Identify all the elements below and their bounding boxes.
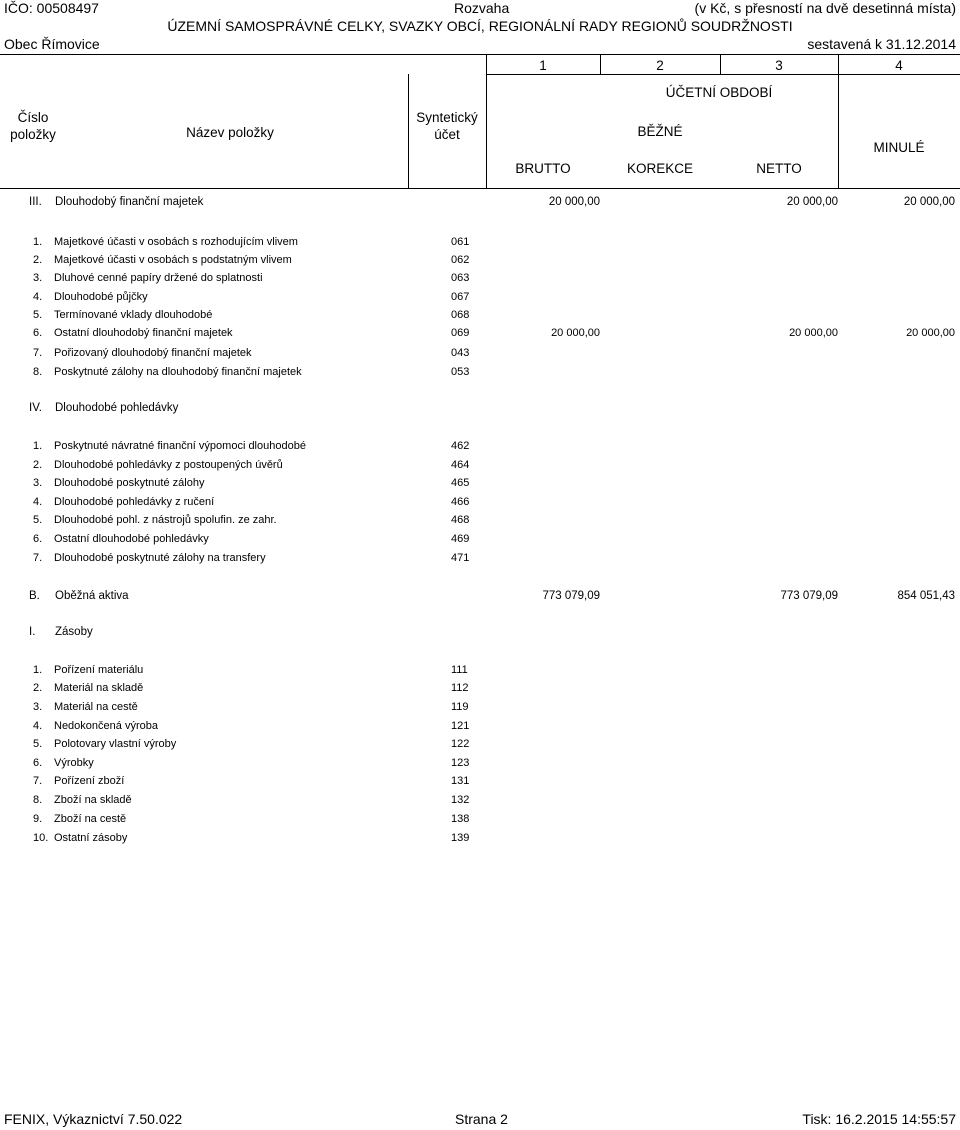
row-minule: 20 000,00 <box>906 327 955 339</box>
row-name: Dlouhodobé poskytnuté zálohy na transfery <box>54 552 266 564</box>
row-account: 132 <box>451 794 470 806</box>
row-number: I. <box>29 626 36 638</box>
row-number: 9. <box>33 813 43 825</box>
row-account: 121 <box>451 720 470 732</box>
row-number: 2. <box>33 459 43 471</box>
row-number: 6. <box>33 327 43 339</box>
row-account: 061 <box>451 236 470 248</box>
footer-page: Strana 2 <box>455 1111 508 1127</box>
precision-note: (v Kč, s přesností na dvě desetinná místa) <box>694 0 956 16</box>
footer-printed: Tisk: 16.2.2015 14:55:57 <box>802 1111 956 1127</box>
header-korekce: KOREKCE <box>626 161 694 176</box>
row-name: Pořízení zboží <box>54 775 125 787</box>
section-row <box>0 626 960 644</box>
table-row <box>0 775 960 793</box>
row-number: 8. <box>33 794 43 806</box>
table-row <box>0 254 960 272</box>
col-number-1: 1 <box>539 58 547 73</box>
row-account: 069 <box>451 327 470 339</box>
row-name: Materiál na cestě <box>54 701 138 713</box>
row-number: 7. <box>33 552 43 564</box>
row-number: 5. <box>33 309 43 321</box>
table-row <box>0 347 960 365</box>
header-period: ÚČETNÍ OBDOBÍ <box>665 85 773 100</box>
table-row <box>0 236 960 254</box>
row-number: 7. <box>33 347 43 359</box>
row-account: 131 <box>451 775 470 787</box>
row-number: 10. <box>33 832 49 844</box>
row-name: Termínované vklady dlouhodobé <box>54 309 213 321</box>
row-name: Polotovary vlastní výroby <box>54 738 177 750</box>
header-item-number-2: položky <box>10 127 56 142</box>
row-brutto: 20 000,00 <box>551 327 600 339</box>
section-row <box>0 196 960 214</box>
row-number: III. <box>29 196 42 208</box>
row-account: 469 <box>451 533 470 545</box>
table-row <box>0 440 960 458</box>
row-account: 063 <box>451 272 470 284</box>
row-name: Poskytnuté návratné finanční výpomoci dlouhodobé <box>54 440 306 452</box>
row-account: 111 <box>451 664 468 676</box>
row-name: Ostatní zásoby <box>54 832 128 844</box>
divider <box>0 188 960 189</box>
header-item-name: Název položky <box>186 125 274 140</box>
row-name: Pořizovaný dlouhodobý finanční majetek <box>54 347 252 359</box>
col-number-4: 4 <box>895 58 903 73</box>
table-row <box>0 366 960 384</box>
row-name: Oběžná aktiva <box>55 590 129 602</box>
row-number: 1. <box>33 236 43 248</box>
row-account: 468 <box>451 514 470 526</box>
row-name: Zboží na cestě <box>54 813 127 825</box>
section-row <box>0 402 960 420</box>
row-number: 3. <box>33 701 43 713</box>
table-row <box>0 477 960 495</box>
row-number: 3. <box>33 272 43 284</box>
row-netto: 773 079,09 <box>780 590 838 602</box>
divider <box>486 74 960 75</box>
ico-label: IČO: 00508497 <box>4 0 99 16</box>
row-name: Zásoby <box>55 626 93 638</box>
row-number: 5. <box>33 738 43 750</box>
row-name: Pořízení materiálu <box>54 664 144 676</box>
row-name: Majetkové účasti v osobách s podstatným vlivem <box>54 254 292 266</box>
row-number: 4. <box>33 720 43 732</box>
row-account: 043 <box>451 347 470 359</box>
row-account: 464 <box>451 459 470 471</box>
row-account: 465 <box>451 477 470 489</box>
row-number: 2. <box>33 682 43 694</box>
row-name: Dlouhodobý finanční majetek <box>55 196 204 208</box>
divider <box>838 54 839 188</box>
row-account: 138 <box>451 813 470 825</box>
row-name: Dlouhodobé poskytnuté zálohy <box>54 477 205 489</box>
row-number: 3. <box>33 477 43 489</box>
header-netto: NETTO <box>756 161 802 176</box>
row-name: Poskytnuté zálohy na dlouhodobý finanční majetek <box>54 366 302 378</box>
row-number: IV. <box>29 402 43 414</box>
header-account-2: účet <box>434 127 460 142</box>
header-current: BĚŽNÉ <box>637 124 683 139</box>
row-number: 6. <box>33 533 43 545</box>
row-name: Ostatní dlouhodobé pohledávky <box>54 533 209 545</box>
row-account: 122 <box>451 738 470 750</box>
row-name: Dlouhodobé pohledávky z postoupených úvěrů <box>54 459 283 471</box>
table-row <box>0 496 960 514</box>
compiled-date: sestavená k 31.12.2014 <box>807 36 956 52</box>
row-number: 5. <box>33 514 43 526</box>
row-name: Výrobky <box>54 757 94 769</box>
table-row <box>0 720 960 738</box>
entity-category: ÚZEMNÍ SAMOSPRÁVNÉ CELKY, SVAZKY OBCÍ, REGIONÁLNÍ RADY REGIONŮ SOUDRŽNOSTI <box>167 18 793 34</box>
row-account: 123 <box>451 757 470 769</box>
row-minule: 20 000,00 <box>903 196 955 208</box>
table-row <box>0 757 960 775</box>
row-netto: 20 000,00 <box>789 327 838 339</box>
row-account: 462 <box>451 440 470 452</box>
footer-software: FENIX, Výkaznictví 7.50.022 <box>4 1111 183 1127</box>
section-row <box>0 590 960 608</box>
table-row <box>0 309 960 327</box>
table-row <box>0 664 960 682</box>
table-row <box>0 459 960 477</box>
header-item-number-1: Číslo <box>17 110 49 125</box>
row-name: Dluhové cenné papíry držené do splatnosti <box>54 272 263 284</box>
document-type: Rozvaha <box>454 0 510 16</box>
row-account: 112 <box>451 682 469 694</box>
row-name: Dlouhodobé půjčky <box>54 291 148 303</box>
col-number-3: 3 <box>775 58 783 73</box>
table-row <box>0 533 960 551</box>
row-name: Zboží na skladě <box>54 794 132 806</box>
table-row <box>0 701 960 719</box>
row-name: Dlouhodobé pohl. z nástrojů spolufin. ze zahr. <box>54 514 277 526</box>
row-account: 139 <box>451 832 470 844</box>
col-number-2: 2 <box>656 58 664 73</box>
row-brutto: 20 000,00 <box>548 196 600 208</box>
row-number: 2. <box>33 254 43 266</box>
row-number: 6. <box>33 757 43 769</box>
row-number: 1. <box>33 440 43 452</box>
row-name: Ostatní dlouhodobý finanční majetek <box>54 327 233 339</box>
row-account: 471 <box>451 552 470 564</box>
divider <box>0 54 960 55</box>
row-account: 062 <box>451 254 470 266</box>
row-name: Materiál na skladě <box>54 682 144 694</box>
table-row <box>0 272 960 290</box>
header-brutto: BRUTTO <box>515 161 571 176</box>
row-name: Nedokončená výroba <box>54 720 158 732</box>
row-name: Dlouhodobé pohledávky <box>55 402 179 414</box>
table-row <box>0 682 960 700</box>
row-minule: 854 051,43 <box>897 590 955 602</box>
table-row <box>0 813 960 831</box>
table-row <box>0 291 960 309</box>
entity-name: Obec Římovice <box>4 36 100 52</box>
table-row <box>0 514 960 532</box>
row-account: 466 <box>451 496 470 508</box>
header-previous: MINULÉ <box>873 140 925 155</box>
row-number: 1. <box>33 664 43 676</box>
table-row <box>0 738 960 756</box>
row-account: 119 <box>451 701 469 713</box>
row-name: Majetkové účasti v osobách s rozhodujícím vlivem <box>54 236 298 248</box>
row-brutto: 773 079,09 <box>542 590 600 602</box>
row-netto: 20 000,00 <box>786 196 838 208</box>
row-number: B. <box>29 590 40 602</box>
header-account-1: Syntetický <box>416 110 478 125</box>
row-number: 4. <box>33 496 43 508</box>
table-row <box>0 832 960 850</box>
row-number: 7. <box>33 775 43 787</box>
table-row <box>0 327 960 345</box>
row-account: 068 <box>451 309 470 321</box>
row-number: 8. <box>33 366 43 378</box>
row-account: 053 <box>451 366 470 378</box>
table-row <box>0 794 960 812</box>
row-number: 4. <box>33 291 43 303</box>
row-account: 067 <box>451 291 470 303</box>
table-row <box>0 552 960 570</box>
row-name: Dlouhodobé pohledávky z ručení <box>54 496 215 508</box>
